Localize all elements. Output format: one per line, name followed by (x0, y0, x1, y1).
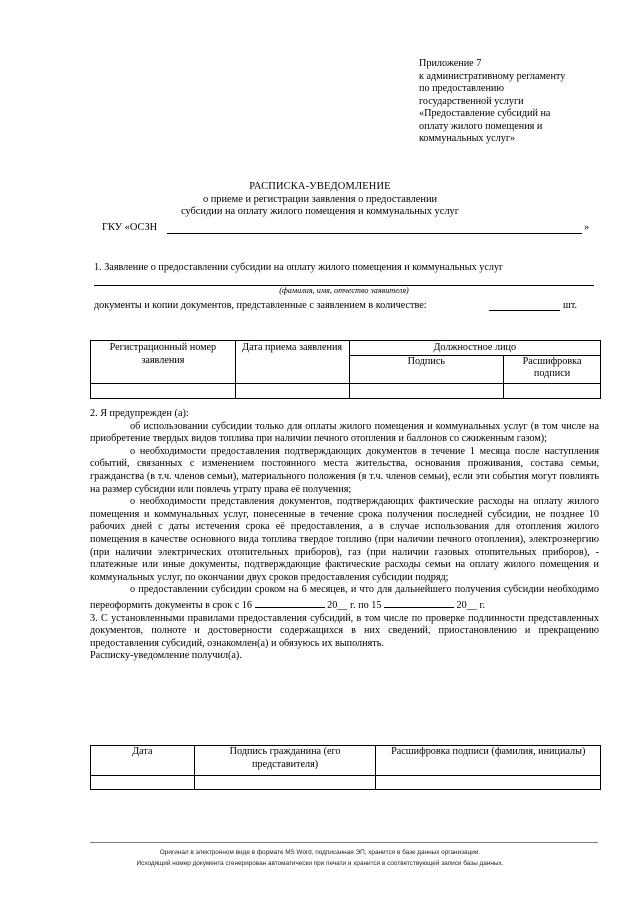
col-official-sign: Подпись (349, 355, 504, 383)
col-official: Должностное лицо (349, 341, 600, 356)
section2-heading: 2. Я предупрежден (а): (90, 408, 189, 419)
col-citizen-sign: Подпись гражданина (его представителя) (194, 746, 376, 776)
cell-citizen-sign[interactable] (194, 776, 376, 790)
cell-reg-number[interactable] (91, 383, 236, 398)
col-official-decode: Расшифровка подписи (504, 355, 601, 383)
footer-divider (90, 842, 598, 843)
section2-p4a: о предоставлении субсидии сроком на 6 месяцев, и что для дальнейшего получения субсидии необходимо переоформить документы в срок с 16 (90, 584, 599, 611)
footer-line2: Исходящий номер документа сгенерирован автоматически при печати и хранится в соответствующей записи базы данных. (136, 860, 504, 867)
section2-p3: о необходимости представления документов, подтверждающих фактические расходы на оплату жилого помещения и коммунальных услуг, понесенные в течение срока получения последней субсидии, не позднее 10 рабочих дней с даты истечения срока её предоставления, а в случае использования для отопления жилого помещения в качестве основного вида топлива твердое топливо (при наличии печного отопления), электроэнергию (при наличии электрических отопительных приборов), газ (при наличии газовых отопительных приборов), - платежные или иные документы, подтверждающие фактические расходы семьи на оплату жилого помещения и коммунальных услуг, по окончании двух сроков предоставления субсидии подряд; (90, 496, 599, 583)
appendix-line: оплату жилого помещения и (419, 120, 543, 132)
date-to-field[interactable] (384, 597, 454, 608)
section2-p4b: 20__ г. по 15 (327, 599, 382, 611)
docs-unit: шт. (563, 300, 578, 311)
title-sub2: субсидии на оплату жилого помещения и коммунальных услуг (180, 206, 459, 217)
docs-text: документы и копии документов, представленные с заявлением в количестве: (94, 300, 427, 311)
appendix-line: государственной услуги (419, 95, 524, 107)
section2-p2: о необходимости предоставления подтверждающих документов в течение 1 месяца после наступления событий, связанных с изменением постоянного места жительства, основания проживания, состава семьи, гражданства (в т.ч. членов семьи), материального положения (в т.ч. членов семьи), если эти события могут повлиять на размер субсидии или повлечь утрату права её получения; (90, 445, 599, 495)
section2 (90, 408, 599, 663)
gku-suffix: » (584, 222, 590, 233)
appendix-line: коммунальных услуг» (419, 133, 516, 144)
cell-official-decode[interactable] (504, 383, 601, 398)
cell-citizen-decode[interactable] (376, 776, 601, 790)
appendix-line: Приложение 7 (419, 58, 482, 69)
footer-line1: Оригинал в электронном виде в формате MS Word, подписанная ЭП, хранится в базе данных организации. (159, 849, 481, 856)
appendix-block (419, 58, 609, 146)
appendix-line: по предоставлению (419, 83, 504, 94)
section3-text: 3. С установленными правилами предоставления субсидий, в том числе по проверке подлинности представленных документов, полноте и достоверности содержащихся в них сведений, приостановлению и прекращению предоставления субсидий, ознакомлен(а) и обязуюсь их выполнять. (90, 612, 599, 649)
date-from-field[interactable] (255, 597, 325, 608)
received-text: Расписку-уведомление получил(а). (90, 650, 242, 662)
appendix-line: «Предоставление субсидий на (419, 108, 551, 119)
col-reg-number: Регистрационный номер заявления (91, 341, 236, 384)
docs-count-field[interactable] (489, 310, 560, 311)
section1-text: 1. Заявление о предоставлении субсидии на оплату жилого помещения и коммунальных услуг (94, 262, 504, 273)
col-receipt-date: Дата (91, 746, 195, 776)
section2-p1: об использовании субсидии только для оплаты жилого помещения и коммунальных услуг (в том числе на приобретение твердых видов топлива при наличии печного отопления и баллонов со сжиженным газом); (90, 420, 599, 445)
section2-p4 (90, 584, 599, 612)
gku-prefix: ГКУ «ОСЗН (102, 222, 158, 233)
title-sub1: о приеме и регистрации заявления о предоставлении (202, 193, 438, 205)
receipt-table (90, 745, 601, 790)
col-receive-date: Дата приема заявления (235, 341, 349, 384)
title-main: РАСПИСКА-УВЕДОМЛЕНИЕ (249, 181, 391, 192)
gku-name-field[interactable] (167, 233, 582, 234)
col-citizen-decode: Расшифровка подписи (фамилия, инициалы) (376, 746, 601, 776)
fio-hint: (фамилия, имя, отчество заявителя) (279, 286, 409, 295)
cell-official-sign[interactable] (349, 383, 504, 398)
cell-receipt-date[interactable] (91, 776, 195, 790)
cell-receive-date[interactable] (235, 383, 349, 398)
registration-table (90, 340, 601, 399)
document-title (0, 181, 640, 219)
appendix-line: к административному регламенту (419, 70, 566, 82)
section2-p4c: 20__ г. (456, 599, 486, 611)
